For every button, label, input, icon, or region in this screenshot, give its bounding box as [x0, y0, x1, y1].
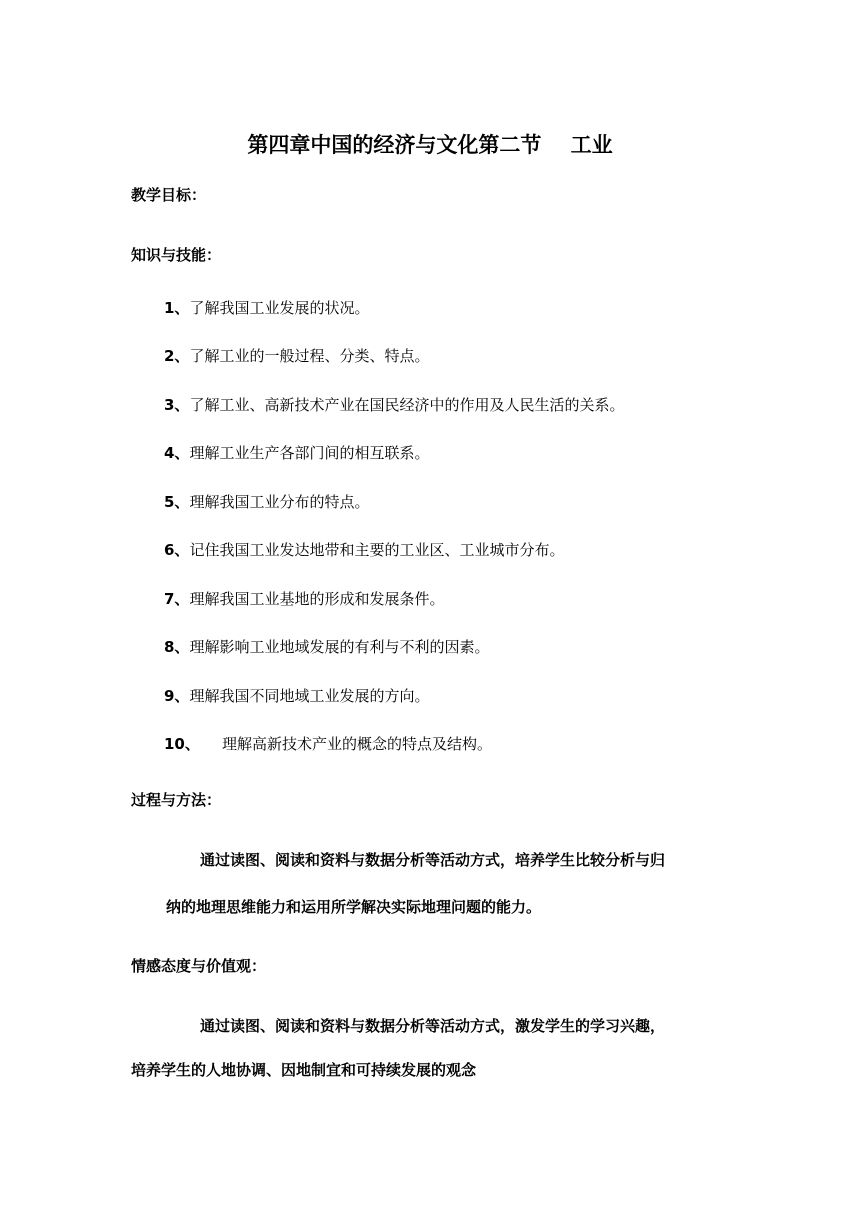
list-number: 8、 — [164, 638, 190, 656]
knowledge-item-6 — [164, 539, 564, 561]
list-text: 了解工业的一般过程、分类、特点。 — [189, 347, 430, 365]
list-number: 4、 — [164, 444, 190, 462]
knowledge-item-7 — [164, 588, 444, 610]
knowledge-skills-heading: 知识与技能： — [131, 246, 222, 264]
process-paragraph-line-1: 通过读图、阅读和资料与数据分析等活动方式，培养学生比较分析与归 — [200, 851, 666, 869]
document-title: 第四章中国的经济与文化第二节 工业 — [247, 133, 613, 157]
list-number: 2、 — [164, 347, 190, 365]
knowledge-item-5 — [164, 491, 369, 513]
list-number: 5、 — [164, 493, 190, 511]
list-text: 理解影响工业地域发展的有利与不利的因素。 — [189, 638, 490, 656]
list-text: 记住我国工业发达地带和主要的工业区、工业城市分布。 — [189, 541, 565, 559]
knowledge-item-4 — [164, 442, 429, 464]
knowledge-item-10 — [164, 733, 492, 755]
list-number: 10、 — [164, 735, 200, 753]
list-text: 理解我国工业分布的特点。 — [189, 493, 370, 511]
list-text: 了解我国工业发展的状况。 — [189, 299, 370, 317]
list-number: 9、 — [164, 687, 190, 705]
list-text: 了解工业、高新技术产业在国民经济中的作用及人民生活的关系。 — [189, 396, 625, 414]
list-number: 1、 — [164, 299, 190, 317]
knowledge-item-1 — [164, 297, 369, 319]
knowledge-item-2 — [164, 345, 429, 367]
list-text: 理解高新技术产业的概念的特点及结构。 — [222, 735, 493, 753]
knowledge-item-8 — [164, 636, 489, 658]
knowledge-item-9 — [164, 685, 429, 707]
emotion-paragraph-line-2: 培养学生的人地协调、因地制宜和可持续发展的观念 — [131, 1061, 477, 1079]
list-text: 理解工业生产各部门间的相互联系。 — [189, 444, 430, 462]
list-text: 理解我国工业基地的形成和发展条件。 — [189, 590, 445, 608]
process-paragraph-line-2: 纳的地理思维能力和运用所学解决实际地理问题的能力。 — [166, 898, 542, 916]
list-text: 理解我国不同地域工业发展的方向。 — [189, 687, 430, 705]
list-number: 7、 — [164, 590, 190, 608]
emotion-paragraph-line-1: 通过读图、阅读和资料与数据分析等活动方式，激发学生的学习兴趣， — [200, 1017, 666, 1035]
list-number: 3、 — [164, 396, 190, 414]
teaching-goals-heading: 教学目标： — [131, 186, 207, 204]
list-number: 6、 — [164, 541, 190, 559]
process-methods-heading: 过程与方法： — [131, 791, 222, 809]
knowledge-item-3 — [164, 394, 624, 416]
emotion-values-heading: 情感态度与价值观： — [131, 957, 267, 975]
